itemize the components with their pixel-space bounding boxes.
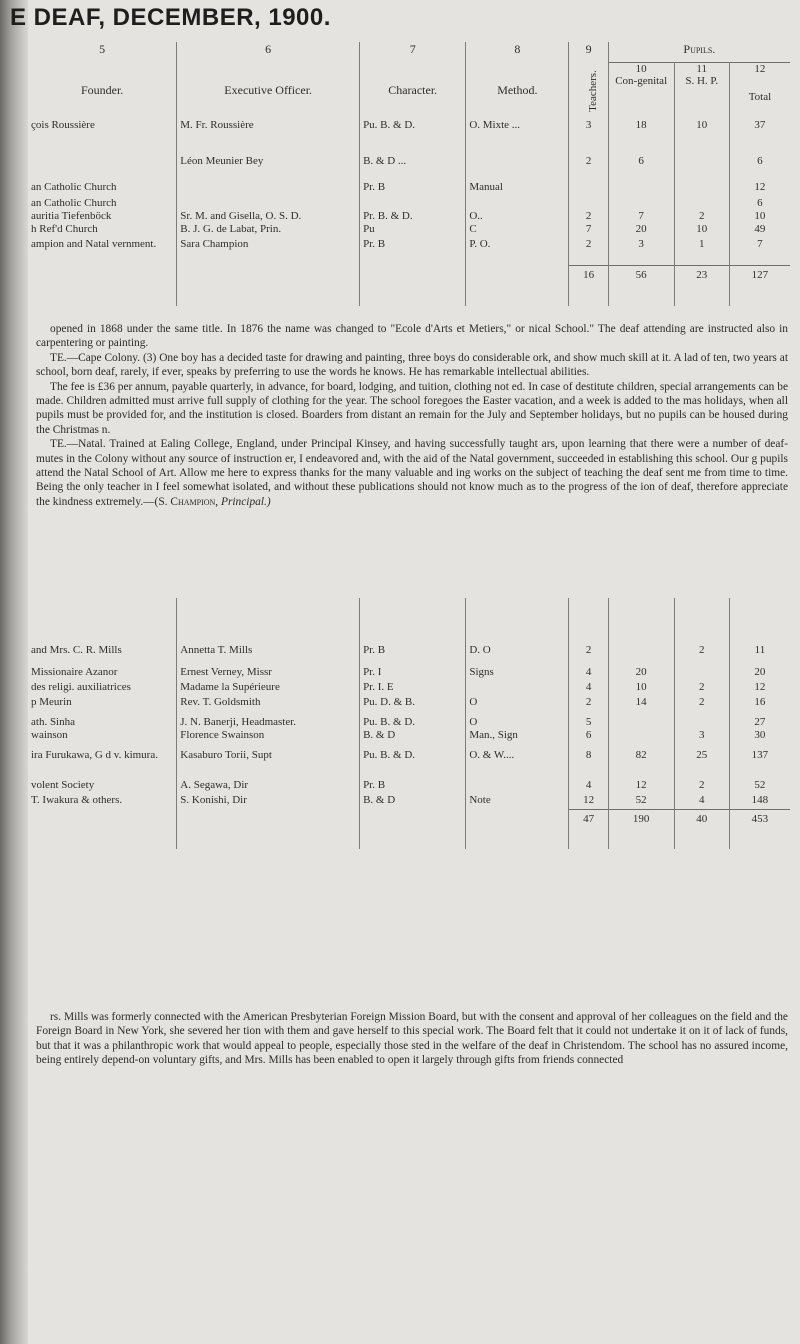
congenital-cell: 20 xyxy=(608,666,674,681)
executive-cell: M. Fr. Roussière xyxy=(177,119,360,155)
executive-cell: Madame la Supérieure xyxy=(177,681,360,696)
table-row xyxy=(28,666,790,681)
executive-cell: Florence Swainson xyxy=(177,729,360,749)
founder-cell: an Catholic Church xyxy=(28,181,177,197)
col-number-6: 6 xyxy=(177,42,360,62)
method-cell: Note xyxy=(466,794,569,809)
note-paragraph: TE.—Cape Colony. (3) One boy has a decided taste for drawing and painting, three boys do considerable ork, and show much skill at it. A lad of ten, two years at school, born deaf, rarely, if ever, speaks by preferring to use the words he knows. He has remarkable intellectual abilities. xyxy=(36,351,788,379)
congenital-cell xyxy=(608,181,674,197)
executive-cell: J. N. Banerji, Headmaster. xyxy=(177,716,360,729)
note-paragraph: The fee is £36 per annum, payable quarterly, in advance, for board, lodging, and tuition, clothing not ed. In case of destitute children, special arrangements can be made. Children admitted must arrive full supply of clothing for the year. The school foregoes the Easter vacation, and a week is added to the mas holidays, when all pupils must be provided for, and the institution is closed. Boarders from distant an remain for the July and September holidays, but no pupils can be housed during the Christmas n. xyxy=(36,380,788,436)
character-cell: Pu. B. & D. xyxy=(360,716,466,729)
total-cell: 7 xyxy=(757,237,763,250)
method-cell: O xyxy=(466,696,569,716)
grand-total: 127 xyxy=(729,266,790,306)
executive-cell: Sara Champion xyxy=(177,238,360,266)
sh-cell: 2 xyxy=(674,210,729,223)
note-text: TE.—Natal. Trained at Ealing College, England, under Principal Kinsey, and having successfully taught ars, upon learning that there were a number of deaf-mutes in the Colony without any source of instruction er, I endeavored and, with the aid of the Natal government, succeeded in establishing this school. Our g pupils attend the Natal School of Art. Allow me here to express thanks for the many valuable and ing works on the subject of teaching the deaf sent me from time to time. Being the only teacher in I feel somewhat isolated, and without these publications should not know much as to the progress of the ion of deaf, therefore appreciate the kindness extremely. xyxy=(36,438,788,508)
teachers-cell xyxy=(569,181,608,197)
schools-table-1 xyxy=(28,42,790,306)
founder-cell: Missionaire Azanor xyxy=(28,666,177,681)
method-cell: O. Mixte ... xyxy=(466,119,569,155)
table-row xyxy=(28,696,790,716)
founder-cell: h Ref'd Church xyxy=(28,223,177,238)
executive-cell: Ernest Verney, Missr xyxy=(177,666,360,681)
method-header: Method. xyxy=(466,62,569,119)
founder-cell xyxy=(28,155,177,181)
totals-row xyxy=(28,266,790,306)
congenital-total: 190 xyxy=(608,809,674,849)
grand-total: 453 xyxy=(729,809,790,849)
character-cell: Pr. B xyxy=(360,181,466,197)
sh-cell: 2 xyxy=(674,644,729,666)
character-cell: Pr. B xyxy=(360,779,466,794)
congenital-cell xyxy=(608,644,674,666)
sh-cell: 10 xyxy=(674,119,729,155)
notes-block-2 xyxy=(36,1010,788,1068)
page-title: E DEAF, DECEMBER, 1900. xyxy=(10,4,331,31)
method-cell: D. O xyxy=(466,644,569,666)
character-cell: B. & D ... xyxy=(360,155,466,181)
signature-role: Principal.) xyxy=(221,495,271,508)
congenital-cell: 82 xyxy=(608,749,674,779)
sh-cell: 1 xyxy=(674,238,729,266)
founder-cell: ath. Sinha xyxy=(28,716,177,729)
teachers-cell: 2 xyxy=(569,210,608,223)
method-cell: P. O. xyxy=(466,238,569,266)
pupil-col-12: 12 xyxy=(729,62,790,75)
total-cell: 11 xyxy=(754,644,766,656)
character-cell: Pu. B. & D. xyxy=(360,119,466,155)
sh-cell: 2 xyxy=(674,681,729,696)
teachers-cell: 4 xyxy=(569,666,608,681)
congenital-cell: 10 xyxy=(608,681,674,696)
pupil-col-11: 11 xyxy=(674,62,729,75)
executive-cell: Kasaburo Torii, Supt xyxy=(177,749,360,779)
table-row xyxy=(28,119,790,155)
table-row xyxy=(28,197,790,210)
table-row xyxy=(28,644,790,666)
table-row xyxy=(28,181,790,197)
character-cell: Pr. B. & D. xyxy=(360,210,466,223)
sh-cell xyxy=(674,197,729,210)
executive-cell: B. J. G. de Labat, Prin. xyxy=(177,223,360,238)
total-cell: 148 xyxy=(751,794,769,806)
founder-cell: and Mrs. C. R. Mills xyxy=(28,644,177,666)
table-row xyxy=(28,716,790,729)
table-row xyxy=(28,794,790,809)
book-spine-shadow xyxy=(0,0,28,1344)
founder-cell: auritia Tiefenböck xyxy=(28,210,177,223)
congenital-cell xyxy=(608,197,674,210)
executive-cell: Léon Meunier Bey xyxy=(177,155,360,181)
sh-cell xyxy=(674,666,729,681)
founder-cell: an Catholic Church xyxy=(28,197,177,210)
character-header: Character. xyxy=(360,62,466,119)
congenital-cell: 52 xyxy=(608,794,674,809)
table-row xyxy=(28,223,790,238)
note-paragraph: opened in 1868 under the same title. In 1876 the name was changed to "Ecole d'Arts et Metiers," or nical School." The deaf attending are instructed also in carpentering or painting. xyxy=(36,323,788,350)
table-row xyxy=(28,749,790,779)
sh-cell: 4 xyxy=(674,794,729,809)
table-row xyxy=(28,729,790,749)
founder-cell: wainson xyxy=(28,729,177,749)
character-cell xyxy=(360,197,466,210)
congenital-cell: 14 xyxy=(608,696,674,716)
method-cell: Manual xyxy=(466,181,569,197)
totals-row xyxy=(28,809,790,849)
col-number-9: 9 xyxy=(569,42,608,62)
table-row xyxy=(28,210,790,223)
total-cell: 6 xyxy=(757,154,763,167)
notes-block-1 xyxy=(36,322,788,509)
character-cell: Pr. I. E xyxy=(360,681,466,696)
table-row xyxy=(28,238,790,266)
sh-total: 40 xyxy=(674,809,729,849)
col-number-5: 5 xyxy=(28,42,177,62)
total-cell: 12 xyxy=(754,180,766,193)
congenital-total: 56 xyxy=(608,266,674,306)
total-cell: 12 xyxy=(754,681,766,693)
executive-cell: Annetta T. Mills xyxy=(177,644,360,666)
total-cell: 30 xyxy=(754,729,766,741)
teachers-cell: 2 xyxy=(569,696,608,716)
teachers-total: 47 xyxy=(569,809,608,849)
sh-cell: 2 xyxy=(674,779,729,794)
total-cell: 49 xyxy=(754,222,766,235)
col-number-7: 7 xyxy=(360,42,466,62)
method-cell: Man., Sign xyxy=(466,729,569,749)
total-cell: 6 xyxy=(757,196,763,209)
table-row xyxy=(28,779,790,794)
teachers-cell: 5 xyxy=(569,716,608,729)
method-cell xyxy=(466,779,569,794)
congenital-cell xyxy=(608,729,674,749)
total-cell: 10 xyxy=(754,209,766,222)
teachers-header: Teachers. xyxy=(587,69,600,112)
founder-cell: ampion and Natal vernment. xyxy=(28,238,177,266)
founder-cell: ira Furukawa, G d v. kimura. xyxy=(28,749,177,779)
method-cell: Signs xyxy=(466,666,569,681)
teachers-cell: 4 xyxy=(569,779,608,794)
total-cell: 16 xyxy=(754,696,766,708)
schools-table-2 xyxy=(28,598,790,849)
congenital-cell: 12 xyxy=(608,779,674,794)
total-cell: 52 xyxy=(754,779,766,791)
pupil-col-10: 10 xyxy=(608,62,674,75)
col-number-8: 8 xyxy=(466,42,569,62)
teachers-total: 16 xyxy=(569,266,608,306)
method-cell: O xyxy=(466,716,569,729)
note-paragraph: TE.—Natal. Trained at Ealing College, England, under Principal Kinsey, and having successfully taught ars, upon learning that there were a number of deaf-mutes in the Colony without any source of instruction er, I endeavored and, with the aid of the Natal government, succeeded in establishing this school. Our g pupils attend the Natal School of Art. Allow me here to express thanks for the many valuable and ing works on the subject of teaching the deaf sent me from time to time. Being the only teacher in I feel somewhat isolated, and without these publications should not know much as to the progress of the ion of deaf, therefore appreciate the kindness extremely.—(S. Champion, Principal.) xyxy=(36,438,788,508)
total-cell: 27 xyxy=(754,716,766,728)
character-cell: Pu. B. & D. xyxy=(360,749,466,779)
congenital-cell xyxy=(608,716,674,729)
total-cell: 137 xyxy=(751,749,769,761)
signature-name: (S. Champion, xyxy=(154,495,219,508)
character-cell: Pu xyxy=(360,223,466,238)
teachers-cell: 3 xyxy=(569,119,608,155)
method-cell: O.. xyxy=(466,210,569,223)
character-cell: B. & D xyxy=(360,794,466,809)
founder-cell: des religi. auxiliatrices xyxy=(28,681,177,696)
teachers-cell: 6 xyxy=(569,729,608,749)
sh-cell xyxy=(674,155,729,181)
character-cell: Pr. B xyxy=(360,644,466,666)
teachers-cell: 7 xyxy=(569,223,608,238)
teachers-cell: 8 xyxy=(569,749,608,779)
method-cell xyxy=(466,155,569,181)
sh-cell: 25 xyxy=(674,749,729,779)
congenital-header: Con-genital xyxy=(608,75,674,119)
sh-cell xyxy=(674,181,729,197)
congenital-cell: 20 xyxy=(608,223,674,238)
executive-header: Executive Officer. xyxy=(177,62,360,119)
method-cell: O. & W.... xyxy=(466,749,569,779)
pupils-header: Pupils. xyxy=(683,42,716,56)
sh-header: S. H. P. xyxy=(674,75,729,119)
sh-cell xyxy=(674,716,729,729)
method-cell: C xyxy=(466,223,569,238)
teachers-cell: 4 xyxy=(569,681,608,696)
executive-cell xyxy=(177,181,360,197)
founder-cell: volent Society xyxy=(28,779,177,794)
congenital-cell: 3 xyxy=(608,238,674,266)
note-paragraph: rs. Mills was formerly connected with the American Presbyterian Foreign Mission Board, but with the consent and approval of her colleagues on the field and the Foreign Board in New York, she severed her tion with them and gave herself to this special work. The Board felt that it could not undertake it on it of lack of funds, but that it was a philanthropic work that would appeal to people, especially those sted in the welfare of the deaf in Christendom. The school has no assured income, being entirely depend-on voluntary gifts, and Mrs. Mills has been enabled to open it largely through gifts from friends connected xyxy=(36,1011,788,1067)
executive-cell xyxy=(177,197,360,210)
executive-cell: A. Segawa, Dir xyxy=(177,779,360,794)
character-cell: Pr. I xyxy=(360,666,466,681)
executive-cell: S. Konishi, Dir xyxy=(177,794,360,809)
sh-cell: 10 xyxy=(674,223,729,238)
teachers-cell: 2 xyxy=(569,644,608,666)
method-cell xyxy=(466,681,569,696)
founder-header: Founder. xyxy=(28,62,177,119)
teachers-cell: 2 xyxy=(569,155,608,181)
total-cell: 37 xyxy=(754,118,766,131)
table-row xyxy=(28,681,790,696)
character-cell: Pu. D. & B. xyxy=(360,696,466,716)
total-cell: 20 xyxy=(754,666,766,678)
congenital-cell: 18 xyxy=(608,119,674,155)
table-row xyxy=(28,155,790,181)
founder-cell: çois Roussière xyxy=(28,119,177,155)
congenital-cell: 7 xyxy=(608,210,674,223)
character-cell: B. & D xyxy=(360,729,466,749)
executive-cell: Rev. T. Goldsmith xyxy=(177,696,360,716)
method-cell xyxy=(466,197,569,210)
sh-total: 23 xyxy=(674,266,729,306)
congenital-cell: 6 xyxy=(608,155,674,181)
teachers-cell: 12 xyxy=(569,794,608,809)
teachers-cell xyxy=(569,197,608,210)
founder-cell: p Meurin xyxy=(28,696,177,716)
total-header: Total xyxy=(748,90,772,103)
character-cell: Pr. B xyxy=(360,238,466,266)
teachers-cell: 2 xyxy=(569,238,608,266)
sh-cell: 3 xyxy=(674,729,729,749)
founder-cell: T. Iwakura & others. xyxy=(28,794,177,809)
sh-cell: 2 xyxy=(674,696,729,716)
executive-cell: Sr. M. and Gisella, O. S. D. xyxy=(177,210,360,223)
